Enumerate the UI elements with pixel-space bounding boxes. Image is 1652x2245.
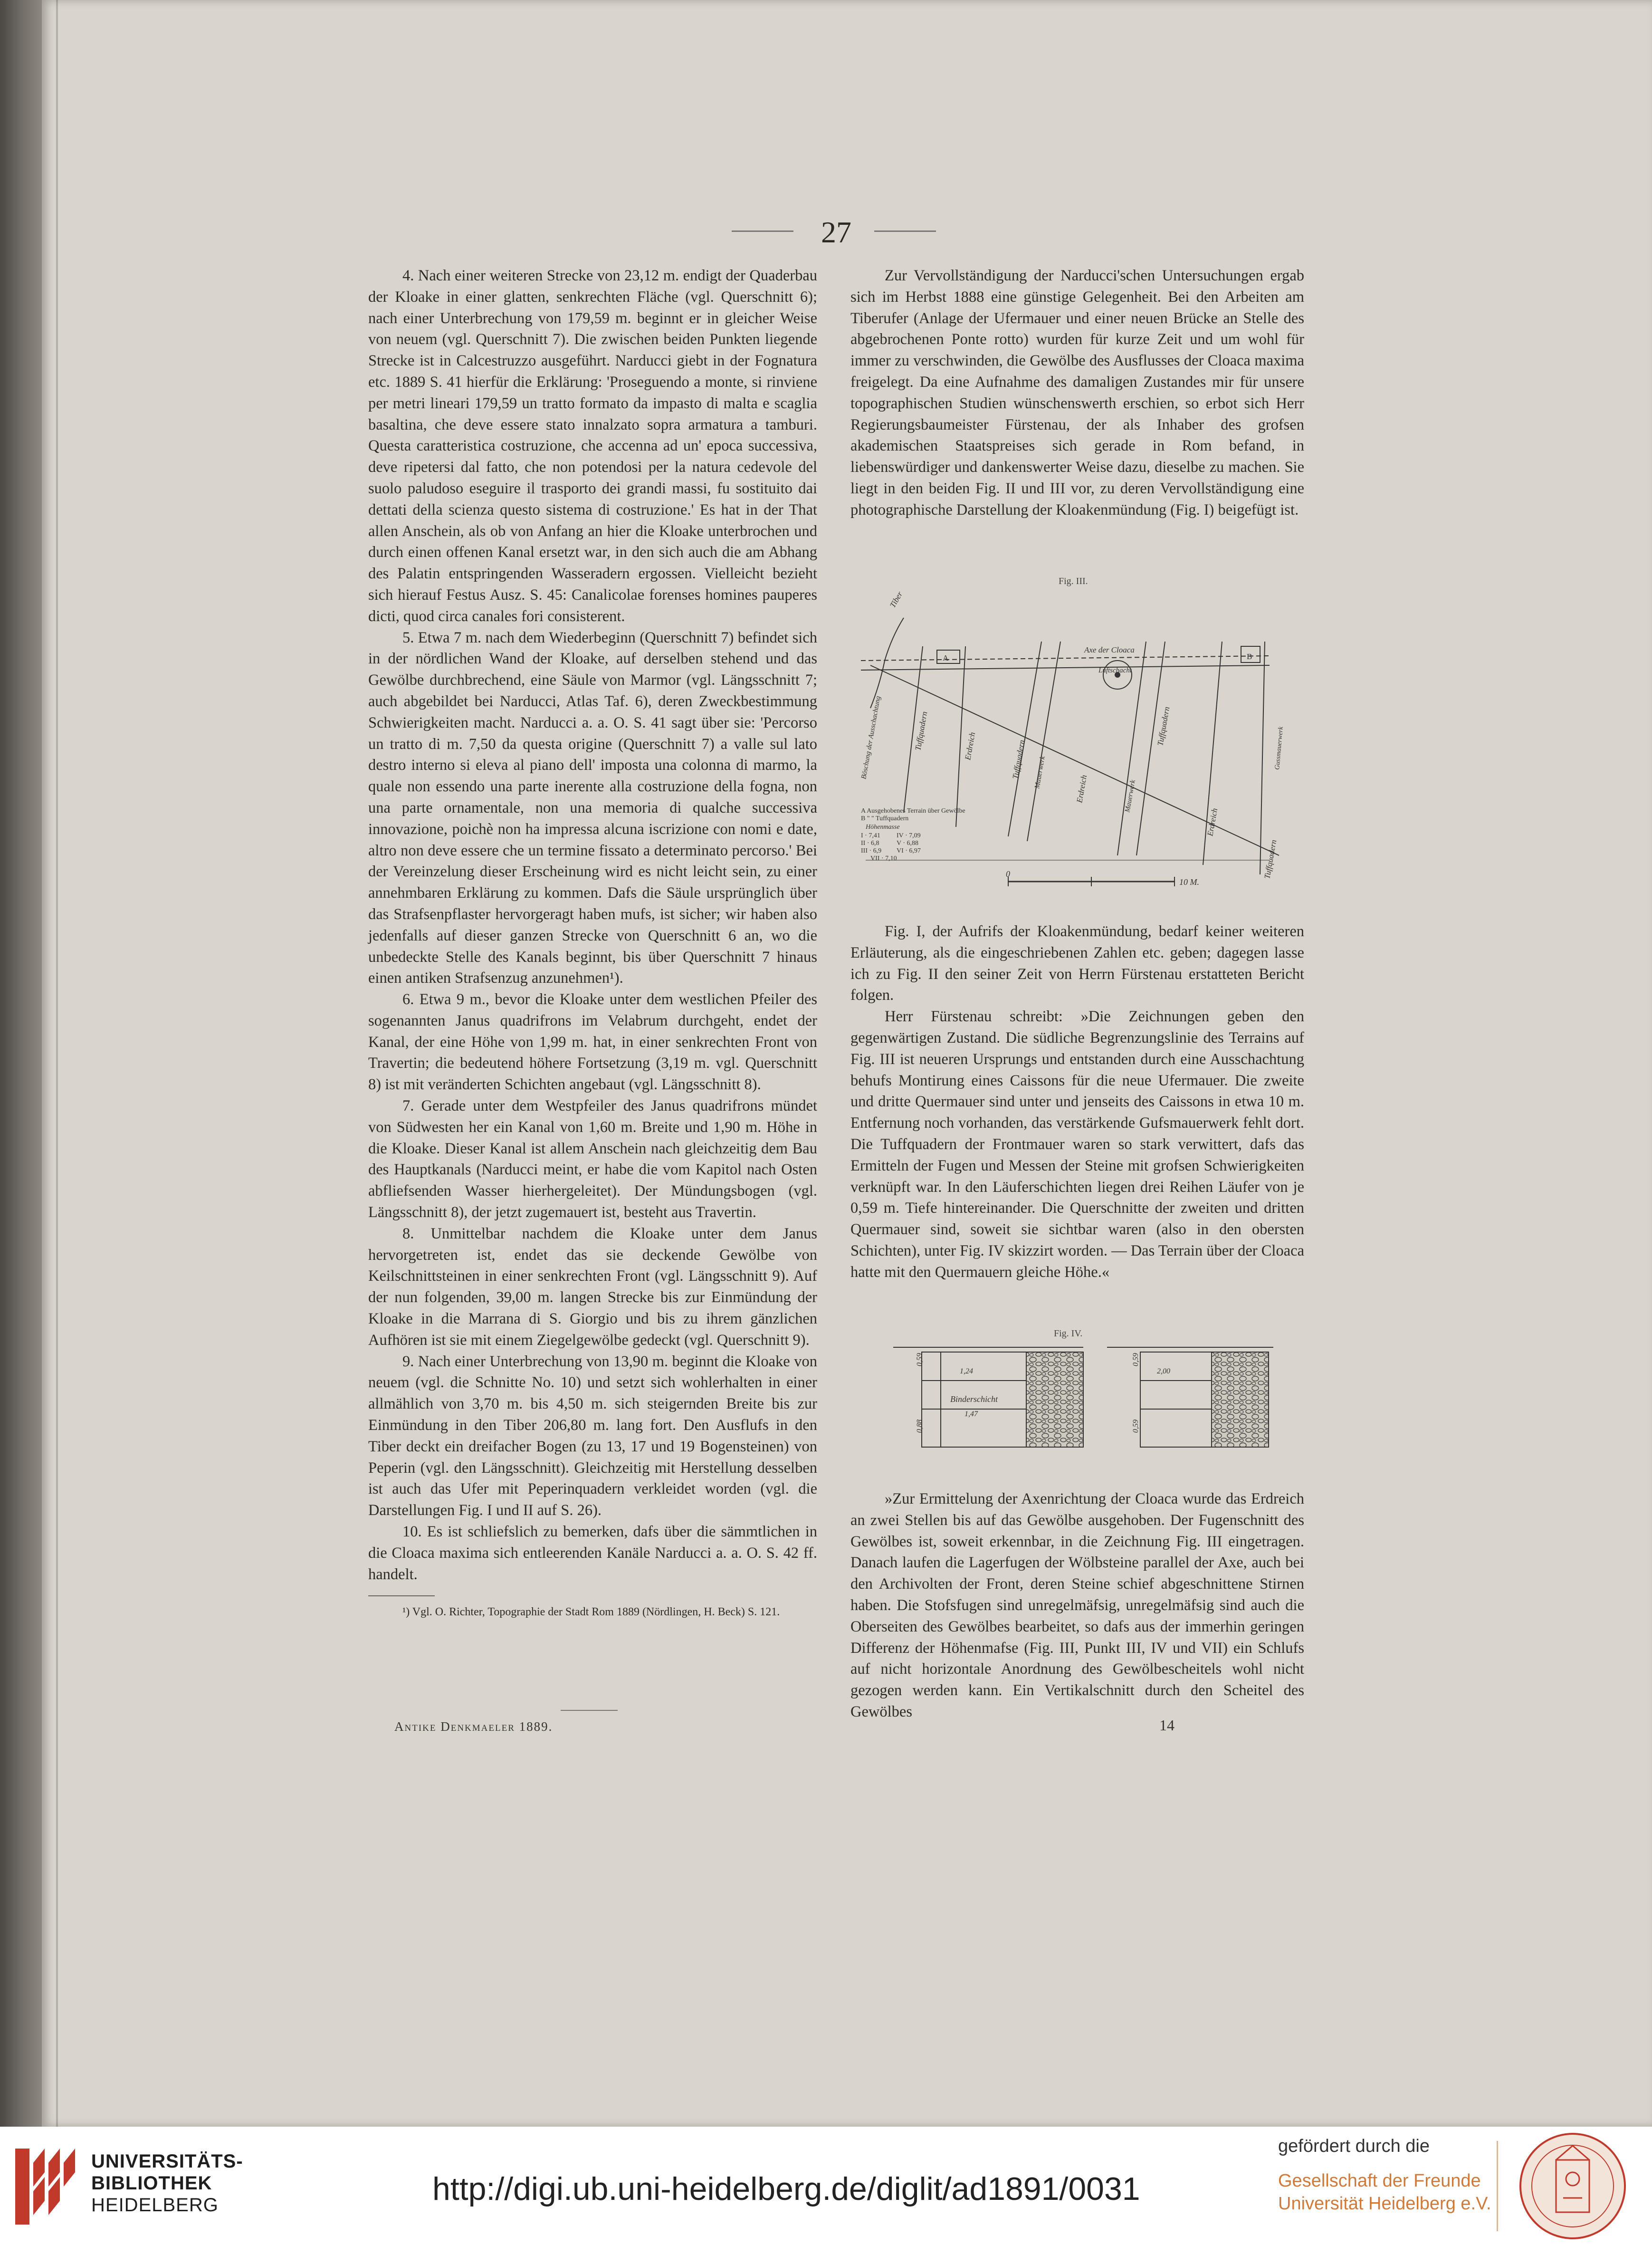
erdreich-label-2: Erdreich (1075, 774, 1089, 804)
cross-wall-3 (1008, 642, 1041, 836)
legend-b: B " " Tuffquadern (861, 815, 909, 822)
point-a-label: A (943, 653, 949, 662)
section-1 (922, 1352, 1083, 1447)
legend-height-6: VI · 6,97 (897, 847, 921, 854)
library-name-line3: HEIDELBERG (91, 2195, 219, 2216)
intro-paragraph: Zur Vervollständigung der Narducci'schen Untersuchungen ergab sich im Herbst 1888 eine günstige Gelegenheit. Bei den Arbeiten am Tiberufer (Anlage der Ufermauer und einer neuen Brücke an Stelle des abgebrochenen Ponte rotto) wurden für kurze Zeit und um wohl für immer zu verschwinden, die Gewölbe des Ausflusses der Cloaca maxima freigelegt. Da eine Aufnahme des damaligen Zustandes mir für unsere topographischen Studien wünschenswerth erschien, so erbot sich Herr Regierungsbaumeister Fürstenau, der als Inhaber des grofsen akademischen Staatspreises sich gerade in Rom befand, in liebenswürdiger und dankenswerter Weise dazu, dieselbe zu machen. Sie liegt in den beiden Fig. II und III vor, zu deren Vervollständigung eine photographische Darstellung der Kloakenmündung (Fig. I) beigefügt ist. (850, 267, 1304, 518)
tuffquadern-label-3: Tuffquadern (1155, 706, 1172, 747)
right-column-end (850, 1488, 1304, 1723)
measure-3: 2,00 (1157, 1367, 1170, 1375)
legend-height-4: IV · 7,09 (897, 832, 921, 839)
sponsor-name[interactable] (1278, 2169, 1491, 2215)
cloaca-wall-north (861, 665, 1270, 670)
axe-label: Axe der Cloaca (1084, 645, 1135, 654)
sponsor-caption: gefördert durch die (1278, 2136, 1430, 2156)
footer-signature-number: 14 (1159, 1717, 1175, 1734)
university-seal-icon (1518, 2131, 1627, 2241)
paragraph-7: 7. Gerade unter dem Westpfeiler des Janus quadrifrons mündet von Südwesten her ein Kanal von 1,60 m. Breite und 1,90 m. Höhe in die Kloake. Dieser Kanal ist allem Anschein nach gleichzeitig dem Bau des Hauptkanals (Narducci meint, er habe die vom Kapitol nach Osten abfliefsenden Wasser hierhergeleitet). Der Mündungsbogen (vgl. Längsschnitt 8), der jetzt zugemauert ist, besteht aus Travertin. (368, 1097, 817, 1221)
measure-2: 1,24 (960, 1367, 973, 1375)
tuffquadern-label-2: Tuffquadern (1011, 739, 1027, 780)
tiber-label: Tiber (888, 590, 905, 609)
tiber-bank (870, 618, 904, 708)
library-name-line1: UNIVERSITÄTS- (91, 2151, 243, 2172)
page-number: 27 (821, 215, 851, 249)
fuerstenau-report: Herr Fürstenau schreibt: »Die Zeichnungen geben den gegenwärtigen Zustand. Die südliche Begrenzungslinie des Terrains auf Fig. III ist neueren Ursprungs und entstanden durch eine Ausschachtung behufs Montirung eines Caissons für die neue Ufermauer. Die zweite und dritte Quermauer sind unter und jenseits des Caissons in etwa 10 m. Entfernung noch vorhanden, das verstärkende Gufsmauerwerk fehlt dort. Die Tuffquadern der Frontmauer waren so stark verwittert, dafs das Ermitteln der Fugen und Messen der Steine mit grofsen Schwierigkeiten verknüpft war. In den Läuferschichten liegen drei Reihen Läufer von je 0,59 m. Tiefe hintereinander. Die Querschnitte der zweiten und dritten Quermauer sind, soweit sie sichtbar waren (also in den obersten Schichten), unter Fig. IV skizzirt worden. — Das Terrain über der Cloaca hatte mit den Quermauern gleiche Höhe.« (850, 1008, 1304, 1281)
legend-height-7: VII · 7,10 (870, 855, 897, 862)
tuffquadern-label-1: Tuffquadern (913, 710, 929, 751)
measure-7: 0,59 (1132, 1420, 1140, 1433)
paragraph-4: 4. Nach einer weiteren Strecke von 23,12 m. endigt der Quaderbau der Kloake in einer glatten, senkrechten Fläche (vgl. Querschnitt 6); nach einer Unterbrechung von 179,59 m. beginnt er in gleicher Weise von neuem (vgl. Querschnitt 7). Die zwischen beiden Punkten liegende Strecke ist in Calcestruzzo ausgeführt. Narducci giebt in der Fognatura etc. 1889 S. 41 hierfür die Erklärung: 'Proseguendo a monte, si rinviene per metri lineari 179,59 un tratto formato da impasto di malta e scaglia basaltina, che deve essere stato innalzato sopra armatura a tamburi. Questa caratteristica costruzione, che accenna ad un' epoca successiva, deve ripetersi dal fatto, che non potendosi per la natura cedevole del suolo paludoso eseguire il trasporto dei grandi massi, fu sostituito dai dettati della scienza questo sistema di costruzione.' Es hat in der That allen Anschein, als ob von Anfang an hier die Kloake unterbrochen und durch einen offenen Kanal ersetzt war, in den sich auch die am Abhang des Palatin entspringenden Wasseradern ergossen. Vielleicht bezieht sich hierauf Festus Ausz. S. 45: Canalicolae forenses homines pauperes dicti, quod circa canales fori consisterent. (368, 267, 817, 625)
legend-height-2: II · 6,8 (861, 840, 879, 847)
footer-series-title: Antike Denkmaeler 1889. (394, 1719, 553, 1734)
erdreich-label-3: Erdreich (1205, 807, 1220, 837)
library-name (91, 2150, 243, 2216)
mauerwerk-label-1: Mauerwerk (1033, 755, 1047, 789)
measure-4: 0,59 (916, 1353, 924, 1366)
figure-4-sections (893, 1338, 1292, 1466)
cross-wall-4 (1027, 642, 1060, 841)
page-sheet (42, 0, 1652, 2127)
binderschicht-label: Binderschicht (950, 1394, 998, 1404)
scale-bar (1006, 869, 1199, 887)
sponsor-name-line1: Gesellschaft der Freunde (1278, 2171, 1481, 2191)
permalink-url[interactable]: http://digi.ub.uni-heidelberg.de/diglit/ad1891/0031 (432, 2171, 1140, 2207)
header-rule-left (732, 230, 793, 232)
point-b-label: B (1247, 652, 1252, 661)
cross-wall-8 (1260, 642, 1265, 874)
legend-height-5: V · 6,88 (897, 840, 919, 847)
fig1-paragraph: Fig. I, der Aufrifs der Kloakenmündung, bedarf keiner weiteren Erläuterung, als die eingeschriebenen Zahlen etc. geben; dagegen lasse ich zu Fig. II den seiner Zeit von Herrn Fürstenau erstatteten Bericht folgen. (850, 923, 1304, 1004)
sponsor-name-line2: Universität Heidelberg e.V. (1278, 2194, 1491, 2214)
fig3-title: Fig. III. (1059, 576, 1088, 586)
paragraph-8: 8. Unmittelbar nachdem die Kloake unter dem Janus hervorgetreten ist, endet das sie deckende Gewölbe von Keilschnittsteinen in einer senkrechten Front (vgl. Längsschnitt 9). Auf der nun folgenden, 39,00 m. langen Strecke bis zur Einmündung der Kloake in die Marrana di S. Giorgio und bis zu ihrem gänzlichen Aufhören ist sie mit einem Ziegelgewölbe gedeckt (vgl. Querschnitt 9). (368, 1225, 817, 1349)
library-name-line2: BIBLIOTHEK (91, 2173, 212, 2194)
footnote-rule (368, 1595, 435, 1596)
legend-height-3: III · 6,9 (861, 847, 882, 854)
legend-height-1: I · 7,41 (861, 832, 880, 839)
paragraph-10: 10. Es ist schliefslich zu bemerken, dafs über die sämmtlichen in die Cloaca maxima sich entleerenden Kanäle Narducci a. a. O. S. 42 ff. handelt. (368, 1523, 817, 1583)
right-column-middle (850, 921, 1304, 1283)
figure-3-plan (851, 589, 1308, 893)
cloaca-axis (861, 656, 1270, 661)
footnote: ¹) Vgl. O. Richter, Topographie der Stadt Rom 1889 (Nördlingen, H. Beck) S. 121. (402, 1606, 780, 1619)
scale-zero-label: 0 (1006, 869, 1010, 879)
axis-paragraph: »Zur Ermittelung der Axenrichtung der Cloaca wurde das Erdreich an zwei Stellen bis auf das Gewölbe ausgehoben. Der Fugenschnitt des Gewölbes ist, soweit erkennbar, in die Zeichnung Fig. III eingetragen. Danach laufen die Lagerfugen der Wölbsteine parallel der Axe, auch bei den Archivolten der Front, deren Steine schief abgeschnittene Stirnen haben. Die Stofsfugen sind unregelmäfsig, unregelmäfsig sind auch die Oberseiten des Gewölbes bearbeitet, so dafs aus der immerhin geringen Differenz der Höhenmafse (Fig. III, Punkt III, IV und VII) ein Schlufs auf nicht horizontale Anordnung des Gewölbescheitels wohl nicht gezogen werden kann. Ein Vertikalschnitt durch den Scheitel des Gewölbes (850, 1490, 1304, 1720)
gussmauerwerk-label: Gussmauerwerk (1274, 726, 1285, 770)
measure-1: 1,47 (964, 1410, 978, 1418)
section-2 (1140, 1352, 1269, 1447)
erdreich-label-1: Erdreich (963, 731, 977, 761)
digitization-footer (0, 2127, 1652, 2245)
measure-5: 0,88 (916, 1420, 924, 1433)
measure-6: 0,59 (1132, 1353, 1140, 1366)
ub-heidelberg-logo-icon[interactable] (15, 2144, 77, 2229)
footer-rule (561, 1710, 618, 1711)
sponsor-divider (1497, 2141, 1498, 2231)
right-column-intro (850, 265, 1304, 521)
scale-end-label: 10 M. (1179, 877, 1199, 887)
cross-wall-2 (956, 646, 965, 827)
paragraph-6: 6. Etwa 9 m., bevor die Kloake unter dem westlichen Pfeiler des sogenannten Janus quadrifrons im Velabrum durchgeht, endet der Kanal, der eine Höhe von 1,99 m. hat, in einer senkrechten Front von Travertin; die bedeutend höhere Fortsetzung (3,19 m. vgl. Querschnitt 8) ist mit veränderten Schichten angebaut (vgl. Längsschnitt 8). (368, 991, 817, 1094)
paragraph-9: 9. Nach einer Unterbrechung von 13,90 m. beginnt die Kloake von neuem (vgl. die Schnitte No. 10) und setzt sich wohlerhalten in einer allmählich von 3,70 m. bis 4,50 m. sich steigernden Breite bis zur Einmündung in den Tiber 206,80 m. lang fort. Den Ausflufs in den Tiber deckt ein dreifacher Bogen (zu 13, 17 und 19 Bogensteinen) von Peperin (vgl. den Längsschnitt). Gleichzeitig mit Herstellung desselben ist auch das Ufer mit Peperinquadern verkleidet worden (vgl. die Darstellungen Fig. I und II auf S. 26). (368, 1353, 817, 1519)
page-edge (56, 0, 58, 2127)
boeschung-label: Böschung der Ausschachtung (860, 695, 882, 780)
mauerwerk-label-2: Mauerwerk (1124, 779, 1137, 813)
fig3-legend (861, 807, 965, 862)
paragraph-5: 5. Etwa 7 m. nach dem Wiederbeginn (Querschnitt 7) befindet sich in der nördlichen Wand der Kloake, auf derselben stehend und das Gewölbe durchbrechend, eine Säule von Marmor (vgl. Längsschnitt 7; auch abgebildet bei Narducci, Atlas Taf. 6), deren Zweckbestimmung Schwierigkeiten macht. Narducci a. a. O. S. 41 sagt über sie: 'Percorso un tratto di m. 7,50 da questa origine (Querschnitt 7) a valle sul lato destro interno si eleva al piano dell' imposta una colonna di marmo, la quale non essendo una parte inerente alla costruzione della fogna, non una parte ornamentale, non una memoria di qualche successiva innovazione, poichè non ha impressa alcuna iscrizione con nomi e date, altro non deve essere che un termine fissato a determinato percorso.' Bei der Vereinzelung dieser Erscheinung wird es nicht leicht sein, zu einer annehmbaren Erklärung zu kommen. Dafs die Säule ursprünglich über das Strafsenpflaster hervorgeragt haben mufs, ist sicher; wir haben also jedenfalls auf dieser ganzen Strecke von Querschnitt 6 an, wo die unbedeckte Stelle des Kanals beginnt, bis über Querschnitt 7 hinaus einen antiken Strafsenzug anzunehmen¹). (368, 629, 817, 987)
legend-heights-title: Höhenmasse (866, 824, 900, 831)
header-rule-right (874, 230, 936, 232)
legend-a: A Ausgehobenes Terrain über Gewölbe (861, 807, 965, 815)
fig4-title: Fig. IV. (1054, 1328, 1083, 1339)
left-column (368, 265, 817, 1620)
cross-wall-6 (1136, 642, 1165, 855)
luftschacht-label: Luftschacht (1098, 667, 1132, 674)
tuffquadern-label-4: Tuffquadern (1262, 839, 1279, 880)
book-spine (0, 0, 42, 2127)
